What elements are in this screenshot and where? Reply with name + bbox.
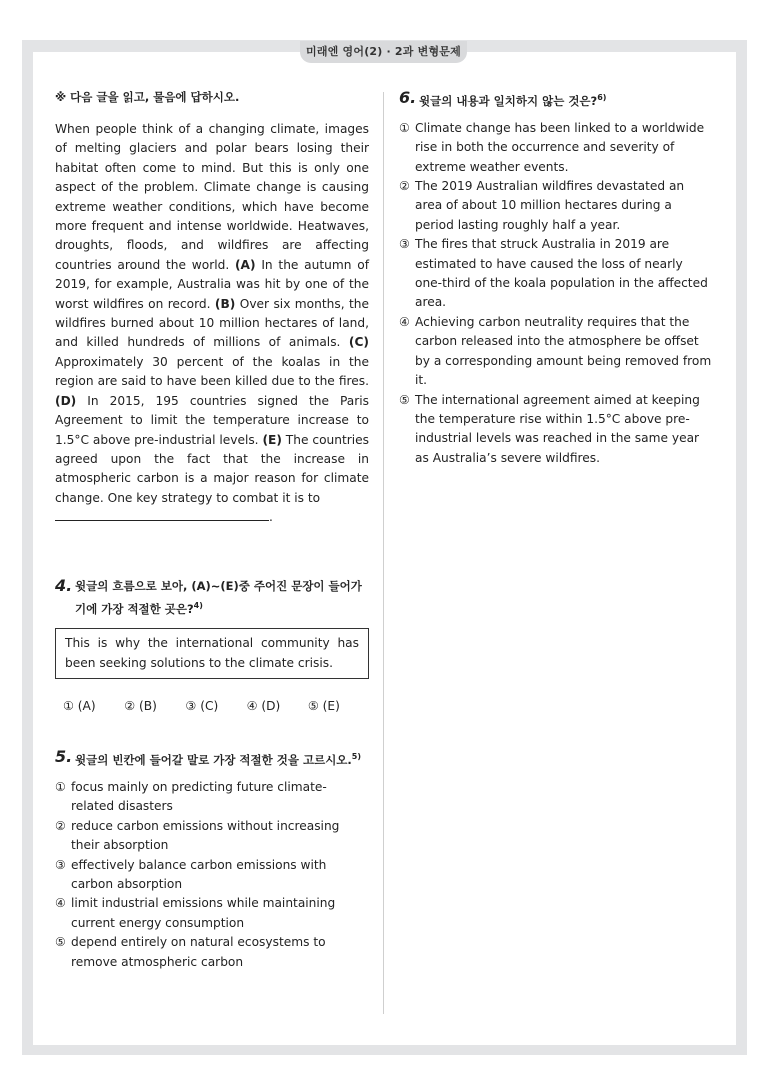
choice-number: ④ xyxy=(55,896,66,911)
right-column xyxy=(399,88,713,468)
passage-text: Over six months, the wildfires burned about 10 million hectares of land, and killed hundreds of millions of animals. xyxy=(55,296,369,350)
choice-text: limit industrial emissions while maintaining current energy consumption xyxy=(71,896,336,930)
marker-a: (A) xyxy=(234,257,256,272)
left-column xyxy=(55,88,369,972)
passage-text: In 2015, 195 countries signed the Paris Agreement to limit the temperature increase to 1.5°C above pre-industrial levels. xyxy=(55,393,369,447)
marker-b: (B) xyxy=(214,296,236,311)
choice-3[interactable] xyxy=(55,856,369,895)
footnote-ref: 4) xyxy=(193,600,203,610)
instruction: ※ 다음 글을 읽고, 물음에 답하시오. xyxy=(55,90,240,104)
choice-5[interactable] xyxy=(399,391,713,469)
choice-text: The 2019 Australian wildfires devastated an area of about 10 million hectares during a period lasting roughly half a year. xyxy=(415,179,685,232)
passage-text: In the autumn of 2019, for example, Australia was hit by one of the worst wildfires on record. xyxy=(55,257,369,311)
reading-passage xyxy=(55,120,369,528)
choice-2[interactable] xyxy=(55,817,369,856)
answer-blank xyxy=(55,508,269,521)
question-5 xyxy=(55,747,369,972)
marker-d: (D) xyxy=(55,393,77,408)
question-number: 4. xyxy=(55,575,73,595)
question-number: 6. xyxy=(399,88,417,107)
choice-text: focus mainly on predicting future climate-related disasters xyxy=(71,780,327,814)
choice-1[interactable] xyxy=(399,119,713,177)
choice-4[interactable] xyxy=(55,894,369,933)
given-sentence-box: This is why the international community has been seeking solutions to the climate crisis. xyxy=(55,628,369,679)
choice-text: The international agreement aimed at keeping the temperature rise within 1.5°C above pre-industrial levels was reached in the same year as Australia’s severe wildfires. xyxy=(415,392,700,465)
question-text: 윗글의 흐름으로 보아, (A)~(E)중 주어진 문장이 들어가기에 가장 적절한 곳은? xyxy=(75,578,362,616)
footnote-ref: 5) xyxy=(351,752,362,762)
choice-number: ⑤ xyxy=(399,392,410,407)
choice-number: ① xyxy=(55,780,66,794)
choice-text: reduce carbon emissions without increasing their absorption xyxy=(71,818,340,853)
choice-2[interactable] xyxy=(399,177,713,235)
choice-text: effectively balance carbon emissions with carbon absorption xyxy=(71,857,327,892)
choice-number: ② xyxy=(55,818,66,833)
header-title: 미래엔 영어(2) · 2과 변형문제 xyxy=(300,41,467,63)
question-text: 윗글의 빈칸에 들어갈 말로 가장 적절한 것을 고르시오. xyxy=(75,753,352,767)
choice-text: Climate change has been linked to a worldwide rise in both the occurrence and severity of extreme weather events. xyxy=(415,120,705,174)
choice-3[interactable]: ③ (C) xyxy=(185,699,219,714)
answer-choices xyxy=(55,699,369,713)
choice-number: ④ xyxy=(399,314,410,329)
choice-5[interactable]: ⑤ (E) xyxy=(307,699,340,714)
passage-text: The countries agreed upon the fact that the increase in atmospheric carbon is a major reason for climate change. One key strategy to combat it is to xyxy=(55,432,369,505)
question-number: 5. xyxy=(55,747,73,767)
choice-4[interactable] xyxy=(399,313,713,391)
passage-end: . xyxy=(269,510,273,525)
passage-text: Approximately 30 percent of the koalas in the region are said to have been killed due to the fires. xyxy=(55,354,369,389)
passage-text: When people think of a changing climate, images of melting glaciers and polar bears losing their habitat often come to mind. But this is only one aspect of the problem. Climate change is causing extreme weather conditions, which have become more frequent and intense worldwide. Heatwaves, droughts, floods, and wildfires are affecting countries around the world. xyxy=(55,122,369,272)
choice-number: ⑤ xyxy=(55,935,66,950)
choice-text: depend entirely on natural ecosystems to remove atmospheric carbon xyxy=(71,935,326,969)
choice-2[interactable]: ② (B) xyxy=(124,699,157,714)
marker-c: (C) xyxy=(348,335,369,350)
question-6 xyxy=(399,88,713,468)
column-divider xyxy=(383,92,384,1014)
choice-1[interactable] xyxy=(55,778,369,817)
marker-e: (E) xyxy=(262,432,282,447)
choice-3[interactable] xyxy=(399,235,713,313)
choice-5[interactable] xyxy=(55,933,369,972)
choice-number: ② xyxy=(399,179,410,194)
choice-text: The fires that struck Australia in 2019 are estimated to have caused the loss of nearly one-third of the koala population in the affected area. xyxy=(415,237,708,310)
choice-number: ③ xyxy=(55,857,66,872)
choice-4[interactable]: ④ (D) xyxy=(246,699,281,714)
choice-number: ③ xyxy=(399,237,410,252)
question-4 xyxy=(55,576,369,714)
footnote-ref: 6) xyxy=(597,93,607,102)
choice-1[interactable]: ① (A) xyxy=(63,699,96,714)
choice-text: Achieving carbon neutrality requires that the carbon released into the atmosphere be offset by a corresponding amount being removed from it. xyxy=(415,314,712,388)
choice-number: ① xyxy=(399,120,410,135)
question-text: 윗글의 내용과 일치하지 않는 것은? xyxy=(419,93,598,108)
